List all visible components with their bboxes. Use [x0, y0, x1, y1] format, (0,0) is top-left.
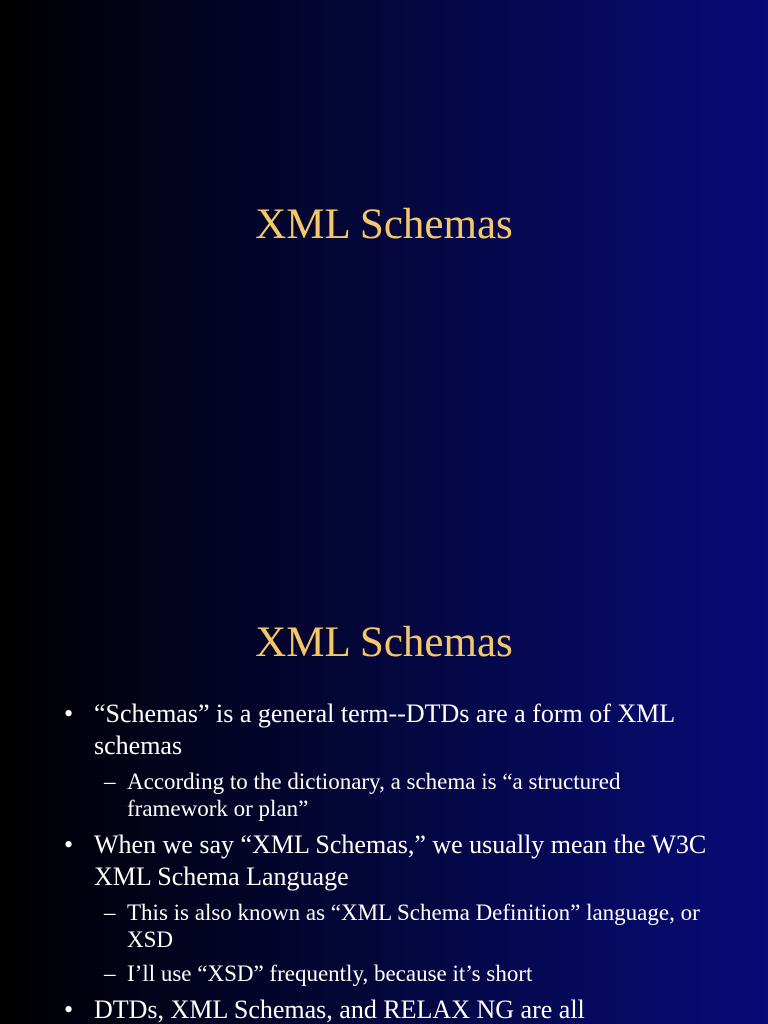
sub-bullet-list [94, 899, 708, 987]
dash-icon: – [104, 961, 116, 986]
content-slide [0, 580, 768, 1024]
sub-bullet-list [94, 768, 708, 822]
bullet-dot-icon: • [64, 830, 74, 859]
bullet-text: When we say “XML Schemas,” we usually mean the W3C XML Schema Language [94, 830, 707, 891]
sub-bullet-text: This is also known as “XML Schema Definition” language, or XSD [127, 900, 700, 952]
sub-bullet-text: I’ll use “XSD” frequently, because it’s short [127, 961, 533, 986]
bullet-list [0, 698, 768, 1024]
sub-bullet-item [94, 768, 708, 822]
bullet-item [0, 994, 768, 1024]
bullet-item [0, 829, 768, 987]
bullet-dot-icon: • [64, 699, 74, 728]
sub-bullet-item [94, 899, 708, 953]
bullet-text: “Schemas” is a general term--DTDs are a form of XML schemas [94, 699, 675, 760]
bullet-dot-icon: • [64, 995, 74, 1024]
sub-bullet-item [94, 960, 708, 987]
slide-title: XML Schemas [255, 619, 513, 666]
dash-icon: – [104, 769, 116, 794]
sub-bullet-text: According to the dictionary, a schema is “a structured framework or plan” [127, 769, 621, 821]
bullet-text: DTDs, XML Schemas, and RELAX NG are all [94, 995, 585, 1024]
dash-icon: – [104, 900, 116, 925]
bullet-item [0, 698, 768, 822]
slide-title: XML Schemas [255, 201, 513, 248]
